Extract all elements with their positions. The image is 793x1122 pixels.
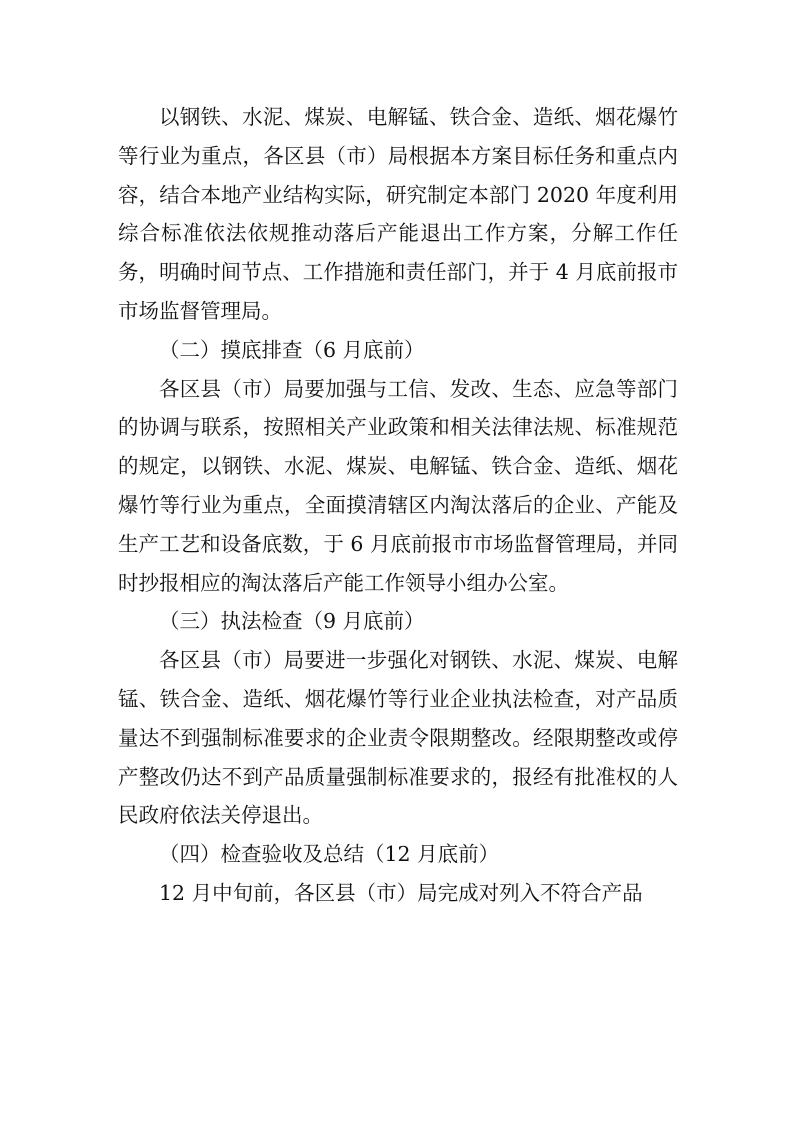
section-heading-2: （二）摸底排查（6 月底前） (159, 337, 425, 362)
paragraph-inspection: 各区县（市）局要进一步强化对钢铁、水泥、煤炭、电解锰、铁合金、造纸、烟花爆竹等行业企业执法检查，对产品质量达不到强制标准要求的企业责令限期整改。经限期整改或停产整改仍达不到产品质量强制标准要求的，报经有批准权的人民政府依法关停退出。 (118, 648, 678, 828)
paragraph-intro: 以钢铁、水泥、煤炭、电解锰、铁合金、造纸、烟花爆竹等行业为重点，各区县（市）局根据本方案目标任务和重点内容，结合本地产业结构实际，研究制定本部门 2020 年度利用综合标准依法依规推动落后产能退出工作方案，分解工作任务，明确时间节点、工作措施和责任部门，并于 4 月底前报市市场监督管理局。 (118, 105, 678, 323)
document-body (118, 98, 678, 913)
section-heading-4: （四）检查验收及总结（12 月底前） (159, 842, 500, 867)
paragraph-survey: 各区县（市）局要加强与工信、发改、生态、应急等部门的协调与联系，按照相关产业政策和相关法律法规、标准规范的规定，以钢铁、水泥、煤炭、电解锰、铁合金、造纸、烟花爆竹等行业为重点，全面摸清辖区内淘汰落后的企业、产能及生产工艺和设备底数，于 6 月底前报市市场监督管理局，并同时抄报相应的淘汰落后产能工作领导小组办公室。 (118, 376, 678, 595)
paragraph-acceptance: 12 月中旬前，各区县（市）局完成对列入不符合产品 (159, 880, 643, 905)
section-heading-3: （三）执法检查（9 月底前） (159, 609, 425, 634)
